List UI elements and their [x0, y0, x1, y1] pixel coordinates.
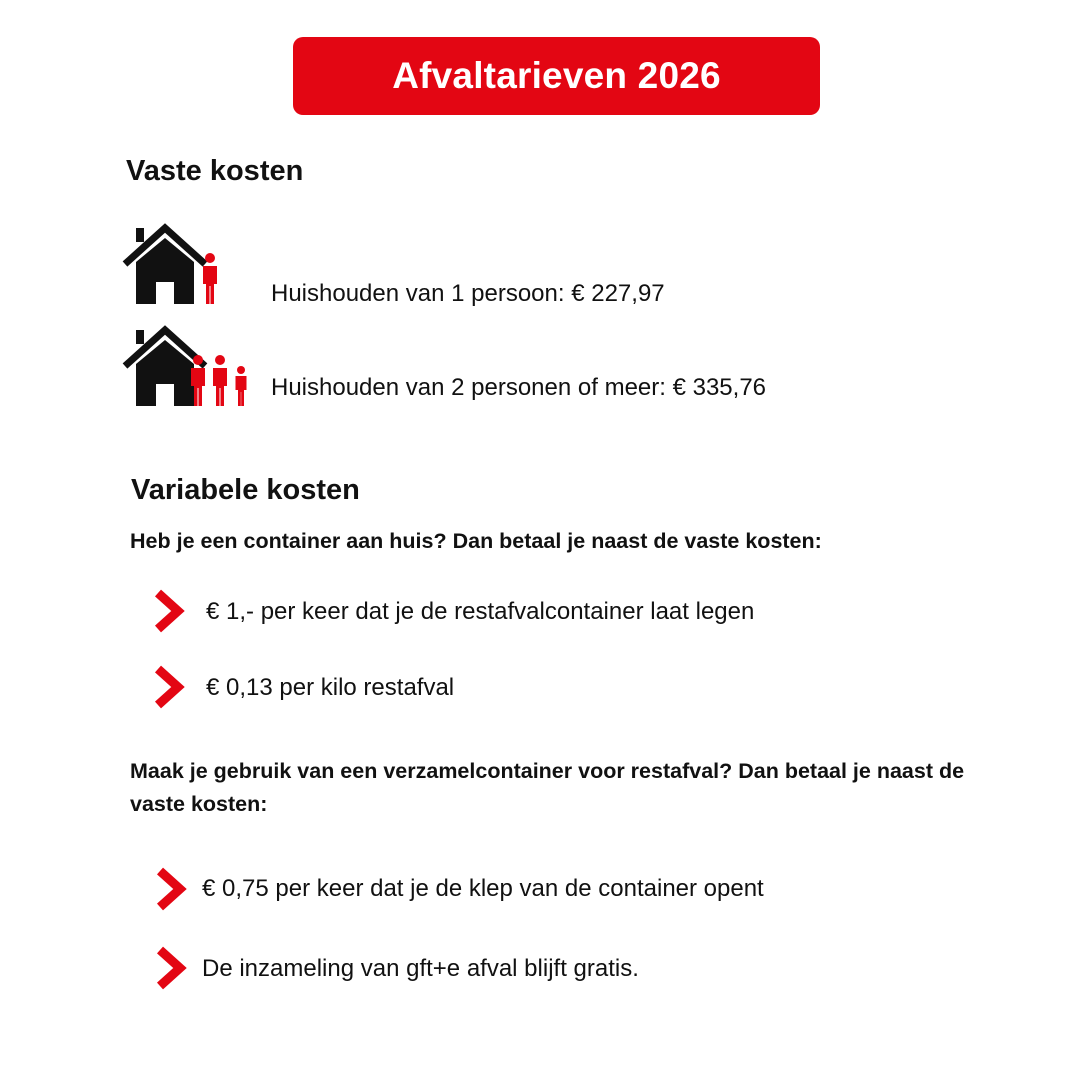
title-banner — [293, 37, 820, 115]
fixed-costs-heading: Vaste kosten — [126, 155, 304, 187]
chevron-right-icon — [152, 588, 186, 634]
page-title: Afvaltarieven 2026 — [392, 55, 721, 96]
variable-costs-heading: Variabele kosten — [131, 474, 360, 506]
chevron-right-icon — [154, 866, 188, 912]
container-at-home-question: Heb je een container aan huis? Dan betaal je naast de vaste kosten: — [130, 529, 822, 553]
bullet-text: € 1,- per keer dat je de restafvalcontainer laat legen — [206, 598, 755, 625]
household-one-person-text: Huishouden van 1 persoon: € 227,97 — [271, 280, 665, 307]
household-family-text: Huishouden van 2 personen of meer: € 335,76 — [271, 374, 767, 401]
bullet-text: De inzameling van gft+e afval blijft gratis. — [202, 955, 639, 982]
bullet-text: € 0,13 per kilo restafval — [206, 674, 455, 701]
house-one-person-icon — [122, 222, 232, 308]
chevron-right-icon — [152, 664, 186, 710]
house-family-icon — [122, 324, 252, 410]
bullet-text: € 0,75 per keer dat je de klep van de container opent — [202, 875, 764, 902]
collective-container-question: Maak je gebruik van een verzamelcontainer voor restafval? Dan betaal je naast de vaste kosten: — [130, 759, 965, 816]
chevron-right-icon — [154, 945, 188, 991]
